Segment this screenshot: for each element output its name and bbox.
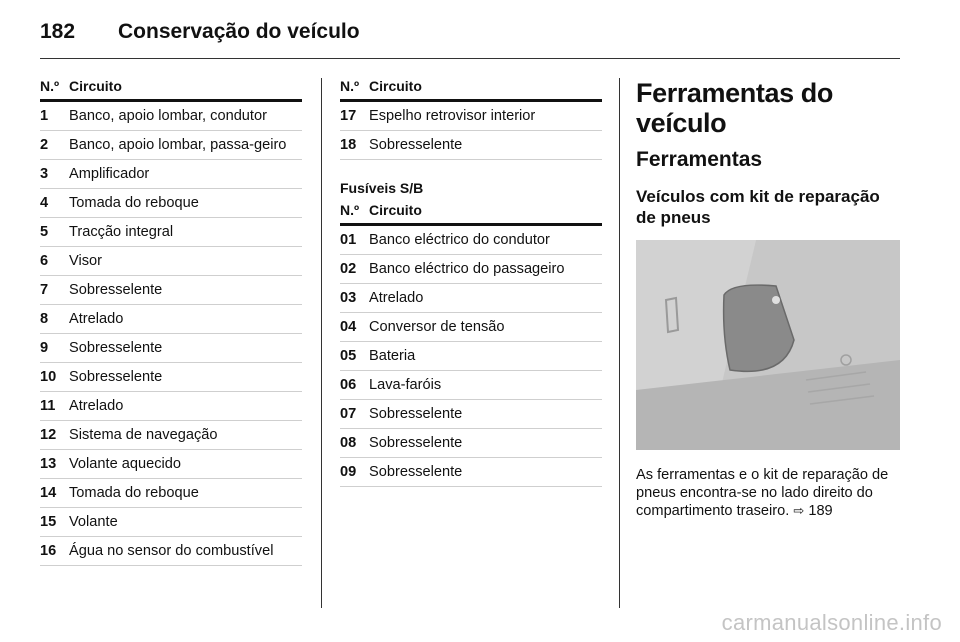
circuit-name: Sobresselente <box>369 131 602 160</box>
fuse-number: 6 <box>40 247 69 276</box>
table-row <box>340 284 602 313</box>
fuse-number: 13 <box>40 450 69 479</box>
header-divider <box>40 58 900 59</box>
fuse-number: 16 <box>40 537 69 566</box>
fuse-number: 12 <box>40 421 69 450</box>
circuit-name: Tomada do reboque <box>69 189 302 218</box>
fuse-number: 18 <box>340 131 369 160</box>
fuse-number: 8 <box>40 305 69 334</box>
table-row <box>340 400 602 429</box>
column-divider <box>619 78 620 608</box>
fuse-list-1 <box>40 102 302 566</box>
fuse-number: 10 <box>40 363 69 392</box>
fuse-number: 3 <box>40 160 69 189</box>
circuit-name: Tomada do reboque <box>69 479 302 508</box>
circuit-name: Conversor de tensão <box>369 313 602 342</box>
circuit-name: Sobresselente <box>69 334 302 363</box>
fuse-section-title: Fusíveis S/B <box>340 180 424 196</box>
table-row <box>40 160 302 189</box>
fuse-number: 4 <box>40 189 69 218</box>
circuit-name: Espelho retrovisor interior <box>369 102 602 131</box>
circuit-name: Volante aquecido <box>69 450 302 479</box>
watermark: carmanualsonline.info <box>721 610 942 635</box>
table-row <box>40 508 302 537</box>
table-row <box>40 334 302 363</box>
trunk-photo <box>636 240 900 450</box>
circuit-name: Lava-faróis <box>369 371 602 400</box>
table-row <box>340 429 602 458</box>
table-row <box>40 392 302 421</box>
table-header <box>340 78 602 102</box>
table-row <box>40 218 302 247</box>
section-heading: Ferramentas do veículo <box>636 78 833 138</box>
circuit-name: Sistema de navegação <box>69 421 302 450</box>
fuse-table-column-2 <box>340 78 602 487</box>
circuit-name: Sobresselente <box>69 363 302 392</box>
table-row <box>40 305 302 334</box>
table-row <box>340 313 602 342</box>
circuit-name: Água no sensor do combustível <box>69 537 302 566</box>
fuse-number: 05 <box>340 342 369 371</box>
fuse-number: 03 <box>340 284 369 313</box>
header-circuit: Circuito <box>369 78 422 94</box>
circuit-name: Volante <box>69 508 302 537</box>
table-row <box>340 102 602 131</box>
fuse-number: 11 <box>40 392 69 421</box>
table-row <box>40 363 302 392</box>
tools-paragraph <box>636 466 900 520</box>
fuse-list-2b <box>340 226 602 487</box>
table-row <box>340 371 602 400</box>
table-row <box>40 131 302 160</box>
circuit-name: Banco, apoio lombar, passa-geiro <box>69 131 302 160</box>
column-divider <box>321 78 322 608</box>
fuse-number: 9 <box>40 334 69 363</box>
header-num: N.º <box>340 202 360 218</box>
circuit-name: Banco eléctrico do condutor <box>369 226 602 255</box>
fuse-list-2a <box>340 102 602 160</box>
table-row <box>340 342 602 371</box>
fuse-number: 17 <box>340 102 369 131</box>
page-number: 182 <box>40 20 76 43</box>
fuse-number: 5 <box>40 218 69 247</box>
table-row <box>40 247 302 276</box>
fuse-number: 1 <box>40 102 69 131</box>
header-num: N.º <box>40 78 60 94</box>
fuse-number: 7 <box>40 276 69 305</box>
table-row <box>40 276 302 305</box>
header-num: N.º <box>340 78 360 94</box>
page-reference[interactable]: 189 <box>808 503 833 519</box>
fuse-number: 04 <box>340 313 369 342</box>
circuit-name: Atrelado <box>69 392 302 421</box>
fuse-number: 02 <box>340 255 369 284</box>
table-row <box>40 102 302 131</box>
circuit-name: Amplificador <box>69 160 302 189</box>
header-circuit: Circuito <box>69 78 122 94</box>
paragraph-text: As ferramentas e o kit de reparação de pneus encontra-se no lado direito do compartimento traseiro. <box>636 467 889 519</box>
circuit-name: Banco eléctrico do passageiro <box>369 255 602 284</box>
circuit-name: Atrelado <box>69 305 302 334</box>
circuit-name: Atrelado <box>369 284 602 313</box>
table-row <box>340 226 602 255</box>
subsection-heading: Ferramentas <box>636 148 763 171</box>
fuse-number: 2 <box>40 131 69 160</box>
fuse-number: 06 <box>340 371 369 400</box>
fuse-table-column-1 <box>40 78 302 566</box>
circuit-name: Banco, apoio lombar, condutor <box>69 102 302 131</box>
table-row <box>340 458 602 487</box>
fuse-number: 08 <box>340 429 369 458</box>
circuit-name: Sobresselente <box>369 429 602 458</box>
topic-heading: Veículos com kit de reparação de pneus <box>636 187 880 227</box>
circuit-name: Visor <box>69 247 302 276</box>
page-title: Conservação do veículo <box>118 20 360 43</box>
table-header <box>40 78 302 102</box>
table-header <box>340 202 602 226</box>
circuit-name: Bateria <box>369 342 602 371</box>
circuit-name: Sobresselente <box>369 400 602 429</box>
table-row <box>340 131 602 160</box>
circuit-name: Sobresselente <box>69 276 302 305</box>
circuit-name: Sobresselente <box>369 458 602 487</box>
fuse-number: 01 <box>340 226 369 255</box>
tools-section <box>636 78 900 520</box>
table-row <box>340 255 602 284</box>
fuse-number: 07 <box>340 400 369 429</box>
page-header <box>40 14 900 58</box>
table-row <box>40 479 302 508</box>
page-reference-arrow-icon: ⇨ <box>793 503 805 518</box>
table-row <box>40 537 302 566</box>
table-row <box>40 450 302 479</box>
circuit-name: Tracção integral <box>69 218 302 247</box>
table-row <box>40 189 302 218</box>
fuse-number: 15 <box>40 508 69 537</box>
fuse-number: 09 <box>340 458 369 487</box>
table-row <box>40 421 302 450</box>
header-circuit: Circuito <box>369 202 422 218</box>
fuse-number: 14 <box>40 479 69 508</box>
